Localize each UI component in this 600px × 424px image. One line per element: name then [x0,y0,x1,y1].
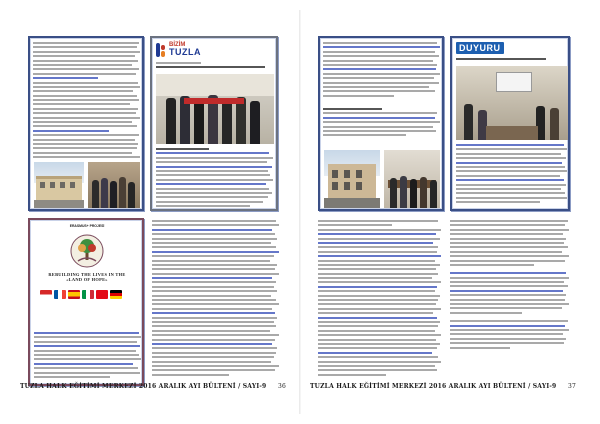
footer-right-title: TUZLA HALK EĞİTİMİ MERKEZİ 2016 ARALIK AYI BÜLTENİ / SAYI-9 [310,383,557,390]
page-left [20,22,286,402]
footer-left [20,383,286,390]
flag-icon [82,290,94,299]
bizim-tuzla-body [156,148,274,208]
bizim-tuzla-mark-icon [156,43,166,57]
logo-word-tuzla: TUZLA [169,47,201,57]
duyuru-subtitle [456,58,568,64]
partner-flags [40,290,122,299]
page-number-left: 36 [277,383,286,390]
page-gutter [299,10,301,414]
article-frame-land-of-hope [28,218,144,386]
logo-word-bizim: BİZİM [169,42,186,48]
hope-tagline [34,272,140,283]
article-text-right-col-2 [450,220,570,384]
flag-icon [96,290,108,299]
article-frame-top-left [28,36,144,211]
flag-icon [110,290,122,299]
flag-icon [54,290,66,299]
photo-group-indoor [88,162,140,208]
hope-line-1: REBUILDING THE LIVES IN THE [48,272,126,277]
article-frame-duyuru [450,36,570,211]
photo-classroom [456,66,568,140]
page-right [310,22,576,402]
bizim-tuzla-logo [156,42,201,57]
bizim-tuzla-subtitle [156,62,274,72]
photo-building-street [324,150,380,208]
footer-left-title: TUZLA HALK EĞİTİMİ MERKEZİ 2016 ARALIK AYI BÜLTENİ / SAYI-9 [20,383,267,390]
hope-header: ERASMUS+ PROJESİ [69,224,105,228]
footer-right [310,383,576,390]
article-text-right-col-1 [318,220,442,384]
article-frame-bizim-tuzla [150,36,278,211]
duyuru-body [456,144,568,208]
flag-icon [40,290,52,299]
article-text-top-left [33,42,141,160]
flag-icon [68,290,80,299]
article-text-bottom-right [152,220,280,384]
page-number-right: 37 [567,383,576,390]
hope-logo [70,234,104,268]
article-frame-top-right-a [318,36,444,211]
photo-ceremony [156,74,274,144]
tree-hand-icon [70,234,104,268]
photo-building [34,162,84,208]
duyuru-badge: DUYURU [456,42,504,54]
article-text-right-b [323,108,441,148]
hope-line-2: «LAND OF HOPE» [66,277,108,283]
article-text-right-a [323,42,441,106]
photo-meeting-table [384,150,440,208]
hope-caption-text [34,332,142,384]
